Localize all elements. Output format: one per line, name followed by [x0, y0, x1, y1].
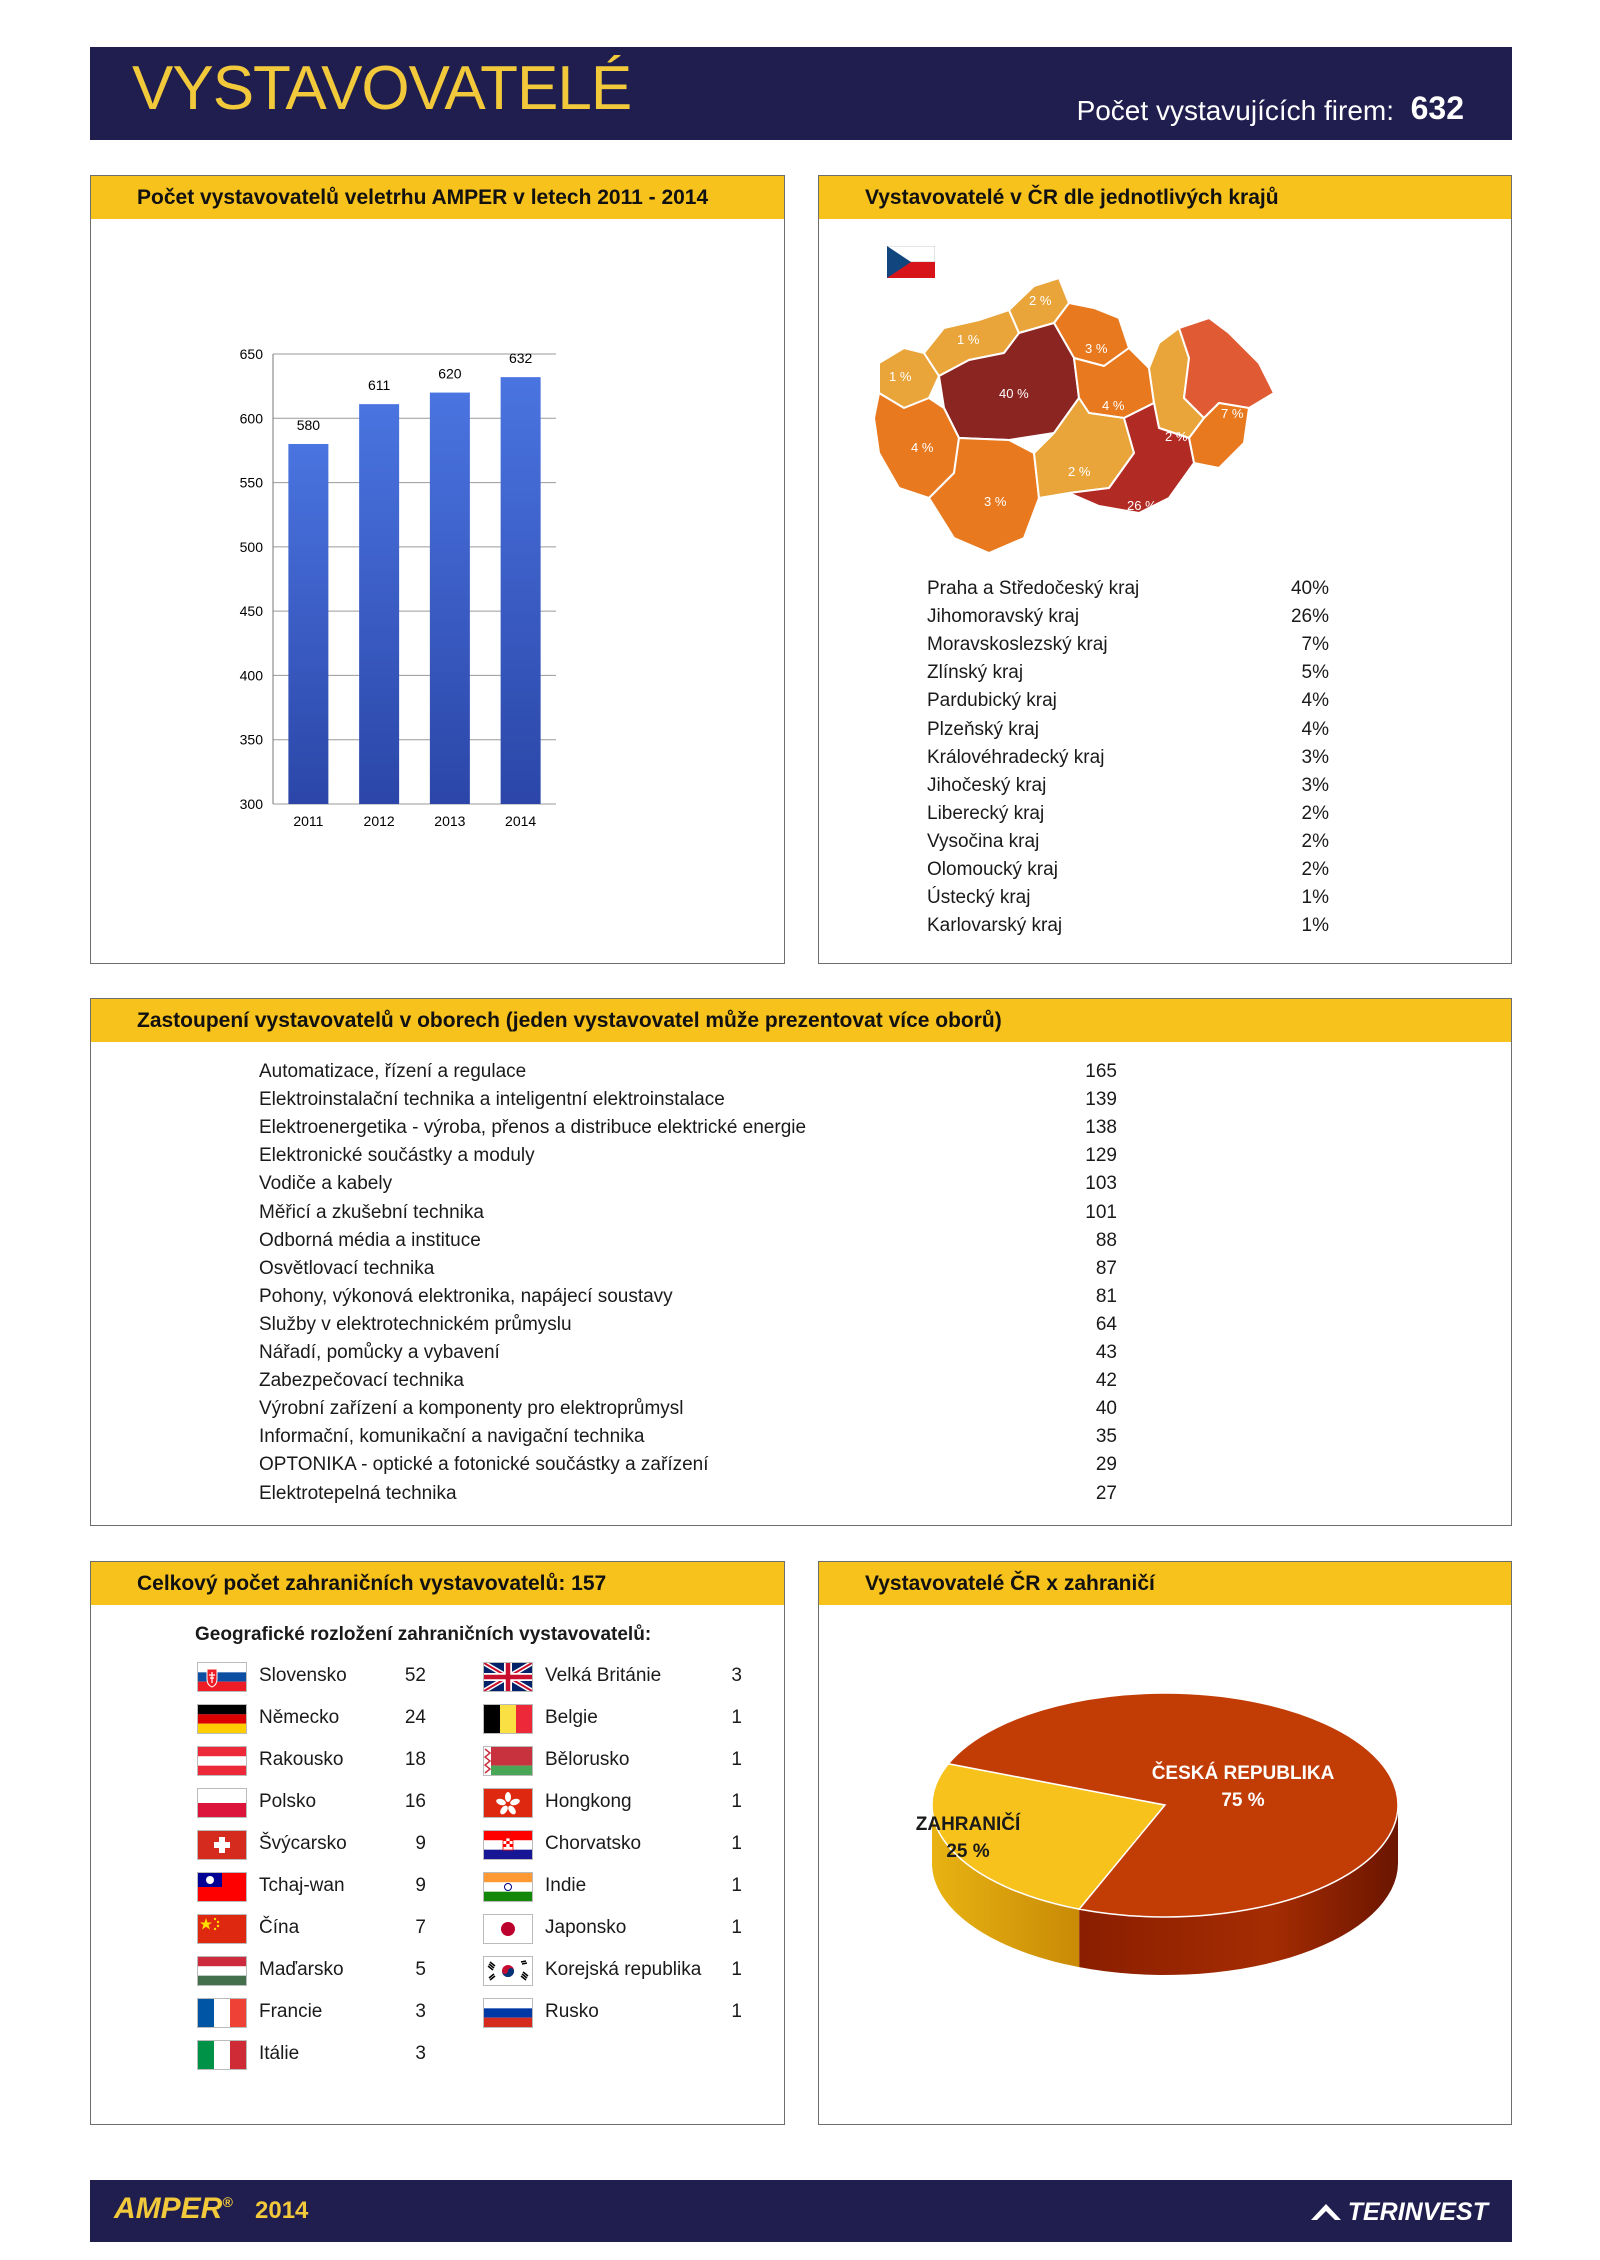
map-label: 26 %: [1127, 498, 1157, 513]
map-label: 2 %: [1165, 429, 1188, 444]
country-count: 1: [731, 1833, 742, 1854]
field-row: [259, 1117, 1117, 1145]
country-name: Chorvatsko: [545, 1833, 642, 1854]
footer-brand-text: AMPER: [114, 2192, 223, 2225]
field-name: Služby v elektrotechnickém průmyslu: [259, 1313, 572, 1335]
map-label: 40 %: [999, 386, 1029, 401]
bar-data-label: 611: [367, 377, 391, 394]
flag-gb-icon: [483, 1662, 533, 1692]
x-tick-label: 2014: [505, 813, 537, 829]
pie-panel: [818, 1561, 1512, 2125]
field-name: Osvětlovací technika: [259, 1257, 435, 1279]
pie-value-label: 75 %: [1221, 1790, 1265, 1811]
fields-panel-title: Zastoupení vystavovatelů v oborech (jeden vystavovatel může prezentovat více oborů): [91, 999, 1511, 1042]
country-count: 1: [731, 1749, 742, 1770]
flag-jp-icon: [483, 1914, 533, 1944]
terinvest-logo-icon: [1311, 2202, 1341, 2222]
field-value: 165: [1085, 1061, 1117, 1082]
field-row: [259, 1314, 1117, 1342]
exhibitor-count-value: 632: [1410, 90, 1464, 126]
country-name: Korejská republika: [545, 1959, 702, 1980]
x-tick-label: 2012: [363, 813, 395, 829]
field-value: 139: [1085, 1089, 1117, 1111]
pie-panel-title: Vystavovatelé ČR x zahraničí: [819, 1562, 1511, 1605]
flag-hk-icon: [483, 1788, 533, 1818]
pie-value-label: 25 %: [946, 1841, 990, 1862]
region-value: 26%: [1290, 606, 1329, 628]
country-name: Itálie: [259, 2043, 300, 2064]
map-label: 2 %: [1068, 464, 1091, 479]
field-value: 81: [1095, 1285, 1117, 1307]
flag-kr-icon: [483, 1956, 533, 1986]
field-name: Zabezpečovací technika: [259, 1370, 464, 1392]
field-row: [259, 1230, 1117, 1258]
pie-label: ZAHRANIČÍ: [915, 1814, 1021, 1835]
bar-chart: [91, 219, 784, 963]
field-row: [259, 1061, 1117, 1089]
field-value: 29: [1095, 1454, 1117, 1476]
region-row: [927, 859, 1329, 887]
field-row: [259, 1145, 1117, 1173]
czech-regions-map: [849, 248, 1449, 558]
region-row: [927, 803, 1329, 831]
country-count: 1: [731, 1875, 742, 1896]
region-row: [927, 747, 1329, 775]
map-region-moravskoslezsky: [1179, 318, 1274, 418]
bar-2013: [430, 393, 470, 804]
flag-fr-icon: [197, 1998, 247, 2028]
country-name: Čína: [259, 1917, 300, 1938]
field-row: [259, 1483, 1117, 1511]
country-name: Hongkong: [545, 1791, 632, 1812]
y-tick-label: 300: [239, 796, 263, 812]
field-name: Pohony, výkonová elektronika, napájecí soustavy: [259, 1285, 673, 1307]
y-tick-label: 450: [239, 603, 263, 620]
flag-ru-icon: [483, 1998, 533, 2028]
field-row: [259, 1173, 1117, 1201]
country-count: 1: [731, 1707, 742, 1728]
region-name: Zlínský kraj: [927, 662, 1024, 684]
map-label: 4 %: [1102, 398, 1125, 413]
y-tick-label: 650: [239, 346, 263, 362]
field-value: 103: [1085, 1173, 1117, 1195]
exhibitor-count-label: Počet vystavujících firem:: [1076, 95, 1394, 126]
flag-tw-icon: [197, 1872, 247, 1902]
field-name: Elektroenergetika - výroba, přenos a distribuce elektrické energie: [259, 1117, 807, 1139]
country-count: 1: [731, 1917, 742, 1938]
terinvest-logo-text: TERINVEST: [1347, 2198, 1488, 2226]
country-name: Maďarsko: [259, 1959, 344, 1980]
country-name: Rusko: [545, 2001, 599, 2022]
country-count: 18: [404, 1749, 426, 1770]
region-value: 3%: [1301, 746, 1329, 768]
header-banner: [90, 47, 1512, 140]
region-row: [927, 775, 1329, 803]
footer-brand: [114, 2192, 233, 2226]
country-name: Švýcarsko: [259, 1833, 347, 1854]
field-name: Odborná média a instituce: [259, 1229, 481, 1251]
region-name: Liberecký kraj: [927, 802, 1045, 824]
country-name: Rakousko: [259, 1749, 344, 1770]
country-count: 3: [415, 2001, 426, 2022]
field-row: [259, 1202, 1117, 1230]
pie-chart: [819, 1605, 1511, 2124]
field-row: [259, 1370, 1117, 1398]
country-count: 16: [404, 1791, 426, 1812]
flag-be-icon: [483, 1704, 533, 1734]
terinvest-logo: [1311, 2198, 1488, 2227]
field-value: 101: [1085, 1201, 1117, 1223]
region-row: [927, 719, 1329, 747]
footer-bar: [90, 2180, 1512, 2242]
map-label: 2 %: [1029, 293, 1052, 308]
region-row: [927, 606, 1329, 634]
fields-list: [259, 1061, 1117, 1521]
region-name: Jihomoravský kraj: [927, 606, 1080, 628]
map-label: 4 %: [911, 440, 934, 455]
field-value: 43: [1095, 1342, 1117, 1363]
bar-2011: [288, 444, 328, 804]
region-row: [927, 831, 1329, 859]
region-value: 2%: [1301, 859, 1329, 880]
flag-de-icon: [197, 1704, 247, 1734]
field-row: [259, 1089, 1117, 1117]
field-value: 138: [1085, 1117, 1117, 1139]
field-value: 35: [1095, 1426, 1117, 1448]
y-tick-label: 400: [239, 667, 263, 684]
region-name: Pardubický kraj: [927, 690, 1057, 712]
country-name: Velká Británie: [545, 1665, 662, 1686]
map-label: 3 %: [1085, 341, 1108, 356]
bar-data-label: 632: [508, 350, 533, 367]
country-count: 9: [415, 1875, 426, 1896]
region-value: 1%: [1301, 887, 1329, 909]
field-name: Elektrotepelná technika: [259, 1482, 457, 1504]
region-name: Moravskoslezský kraj: [927, 634, 1108, 656]
field-value: 88: [1095, 1229, 1117, 1251]
field-name: Vodiče a kabely: [259, 1173, 393, 1195]
region-name: Karlovarský kraj: [927, 915, 1063, 937]
regions-panel: [818, 175, 1512, 964]
field-name: OPTONIKA - optické a fotonické součástky a zařízení: [259, 1454, 709, 1476]
x-tick-label: 2013: [434, 813, 466, 829]
y-tick-label: 600: [239, 410, 263, 427]
field-name: Elektronické součástky a moduly: [259, 1145, 535, 1167]
field-value: 64: [1095, 1313, 1117, 1335]
bar-data-label: 580: [296, 417, 321, 433]
flag-by-icon: [483, 1746, 533, 1776]
map-label: 1 %: [957, 332, 980, 347]
region-name: Plzeňský kraj: [927, 718, 1039, 740]
country-count: 9: [415, 1833, 426, 1854]
field-value: 27: [1095, 1482, 1117, 1504]
country-count: 1: [731, 2001, 742, 2022]
field-row: [259, 1426, 1117, 1454]
years-panel-title: Počet vystavovatelů veletrhu AMPER v letech 2011 - 2014: [91, 176, 784, 219]
foreign-panel-title: Celkový počet zahraničních vystavovatelů: 157: [91, 1562, 784, 1605]
country-count: 3: [731, 1665, 742, 1686]
region-value: 2%: [1301, 802, 1329, 824]
flag-at-icon: [197, 1746, 247, 1776]
flag-pl-icon: [197, 1788, 247, 1818]
region-name: Olomoucký kraj: [927, 859, 1058, 880]
country-name: Japonsko: [545, 1917, 627, 1938]
field-name: Informační, komunikační a navigační technika: [259, 1426, 645, 1448]
region-row: [927, 578, 1329, 606]
region-name: Jihočeský kraj: [927, 774, 1047, 796]
field-row: [259, 1398, 1117, 1426]
flag-hu-icon: [197, 1956, 247, 1986]
field-value: 87: [1095, 1257, 1117, 1279]
country-count: 7: [415, 1917, 426, 1938]
field-name: Elektroinstalační technika a inteligentní elektroinstalace: [259, 1089, 725, 1111]
foreign-panel: [90, 1561, 785, 2125]
country-name: Bělorusko: [545, 1749, 630, 1770]
flag-cn-icon: [197, 1914, 247, 1944]
region-name: Ústecký kraj: [927, 887, 1031, 909]
country-name: Indie: [545, 1875, 587, 1896]
region-value: 5%: [1301, 662, 1329, 684]
foreign-subtitle: Geografické rozložení zahraničních vystavovatelů:: [195, 1624, 652, 1645]
region-value: 4%: [1301, 690, 1329, 712]
region-row: [927, 887, 1329, 915]
region-row: [927, 634, 1329, 662]
country-count: 52: [404, 1665, 426, 1686]
country-name: Slovensko: [259, 1665, 347, 1686]
region-value: 1%: [1301, 915, 1329, 937]
field-name: Nářadí, pomůcky a vybavení: [259, 1342, 500, 1363]
country-count: 1: [731, 1959, 742, 1980]
bar-2014: [501, 377, 541, 804]
region-value: 4%: [1301, 718, 1329, 740]
bar-2012: [359, 404, 399, 804]
map-label: 7 %: [1221, 406, 1244, 421]
country-name: Francie: [259, 2001, 323, 2022]
region-value: 40%: [1290, 578, 1329, 599]
flag-sk-icon: [197, 1662, 247, 1692]
region-value: 2%: [1301, 830, 1329, 852]
fields-panel: [90, 998, 1512, 1526]
x-tick-label: 2011: [293, 813, 324, 829]
country-name: Belgie: [545, 1707, 598, 1728]
field-value: 40: [1095, 1398, 1117, 1420]
years-panel: [90, 175, 785, 964]
field-name: Automatizace, řízení a regulace: [259, 1061, 527, 1082]
country-count: 5: [415, 1959, 426, 1980]
page-title: VYSTAVOVATELÉ: [132, 54, 632, 123]
region-value: 7%: [1301, 634, 1329, 656]
flag-in-icon: [483, 1872, 533, 1902]
field-value: 42: [1095, 1370, 1117, 1392]
region-name: Vysočina kraj: [927, 830, 1040, 852]
flag-hr-icon: [483, 1830, 533, 1860]
field-name: Výrobní zařízení a komponenty pro elektroprůmysl: [259, 1398, 684, 1420]
country-count: 1: [731, 1791, 742, 1812]
map-label: 5 %: [1201, 476, 1224, 491]
region-row: [927, 690, 1329, 718]
y-tick-label: 350: [239, 731, 263, 748]
field-name: Měřicí a zkušební technika: [259, 1201, 484, 1223]
map-label: 1 %: [889, 369, 912, 384]
field-row: [259, 1258, 1117, 1286]
region-row: [927, 662, 1329, 690]
country-count: 24: [404, 1707, 426, 1728]
flag-it-icon: [197, 2040, 247, 2070]
region-row: [927, 915, 1329, 943]
map-label: 3 %: [984, 494, 1007, 509]
region-name: Královéhradecký kraj: [927, 746, 1105, 768]
bar-data-label: 620: [438, 365, 462, 382]
field-value: 129: [1085, 1145, 1117, 1167]
flag-ch-icon: [197, 1830, 247, 1860]
regions-list: [927, 578, 1329, 958]
country-name: Polsko: [259, 1791, 317, 1812]
region-value: 3%: [1301, 774, 1329, 796]
country-count: 3: [415, 2043, 426, 2064]
foreign-country-list: [91, 1562, 784, 2122]
pie-label: ČESKÁ REPUBLIKA: [1151, 1763, 1335, 1784]
country-name: Tchaj-wan: [259, 1875, 345, 1896]
region-name: Praha a Středočeský kraj: [927, 578, 1140, 599]
y-tick-label: 500: [239, 538, 263, 555]
field-row: [259, 1286, 1117, 1314]
y-tick-label: 550: [239, 474, 263, 491]
registered-mark: ®: [222, 2194, 233, 2210]
field-row: [259, 1454, 1117, 1482]
footer-year: 2014: [255, 2197, 309, 2224]
country-name: Německo: [259, 1707, 340, 1728]
regions-panel-title: Vystavovatelé v ČR dle jednotlivých krajů: [819, 176, 1511, 219]
field-row: [259, 1342, 1117, 1370]
